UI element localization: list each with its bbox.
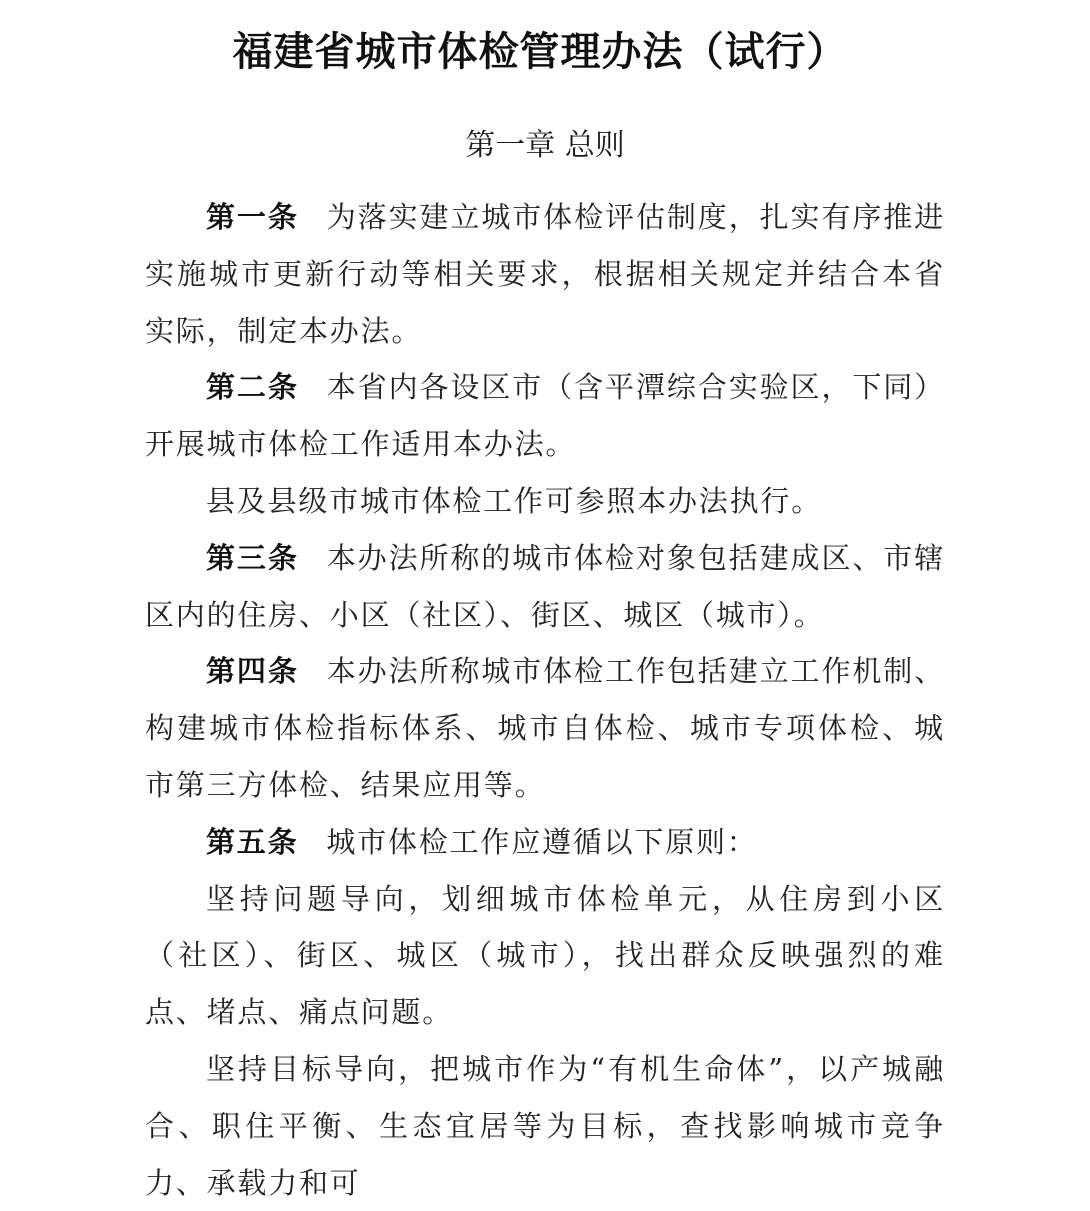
paragraph-article-3 [145, 530, 945, 644]
paragraph-text: 本办法所称城市体检工作包括建立工作机制、构建城市体检指标体系、城市自体检、城市专项体检、城市第三方体检、结果应用等。 [145, 654, 945, 802]
document-title: 福建省城市体检管理办法（试行） [232, 28, 848, 75]
paragraph-text: 本办法所称的城市体检对象包括建成区、市辖区内的住房、小区（社区）、街区、城区（城市）。 [145, 540, 945, 632]
article-number: 第一条 [206, 200, 299, 234]
article-number: 第四条 [206, 654, 299, 689]
article-number: 第二条 [206, 370, 299, 405]
paragraph-text: 坚持问题导向，划细城市体检单元，从住房到小区（社区）、街区、城区（城市），找出群众反映强烈的难点、堵点、痛点问题。 [145, 881, 945, 1030]
article-number: 第三条 [206, 540, 299, 575]
chapter-heading: 第一章 总则 [465, 128, 625, 163]
paragraph-text: 本省内各设区市（含平潭综合实验区，下同）开展城市体检工作适用本办法。 [145, 370, 945, 462]
paragraph-principle-goal [145, 1041, 945, 1211]
paragraph-text: 县及县级市城市体检工作可参照本办法执行。 [206, 483, 823, 518]
paragraph-text: 坚持目标导向，把城市作为“有机生命体”，以产城融合、职住平衡、生态宜居等为目标，查找影响城市竞争力、承载力和可 [145, 1051, 945, 1200]
paragraph-article-4 [145, 643, 945, 813]
paragraph-article-2 [145, 359, 945, 473]
paragraph-article-2-note [145, 473, 945, 530]
paragraph-article-5 [145, 814, 945, 871]
paragraph-article-1 [145, 189, 945, 359]
article-number: 第五条 [206, 824, 299, 859]
paragraph-text: 城市体检工作应遵循以下原则： [326, 824, 758, 859]
paragraph-text: 为落实建立城市体检评估制度，扎实有序推进实施城市更新行动等相关要求，根据相关规定并结合本省实际，制定本办法。 [145, 200, 945, 348]
document-body [145, 189, 945, 1211]
paragraph-principle-problem [145, 871, 945, 1041]
